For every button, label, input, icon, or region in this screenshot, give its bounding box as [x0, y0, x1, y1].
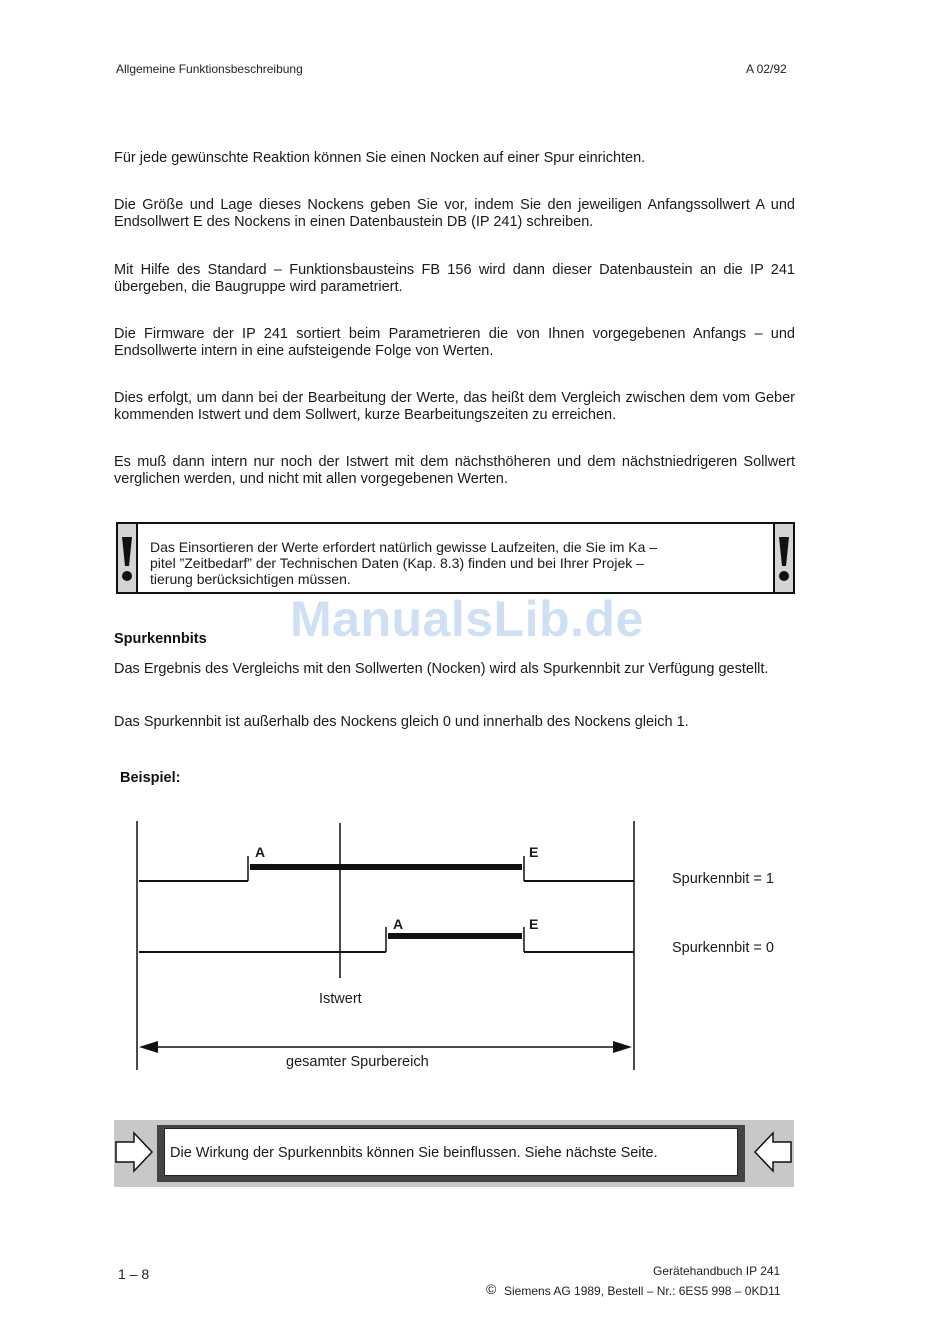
header-date: A 02/92: [746, 62, 787, 76]
paragraph-6: Es muß dann intern nur noch der Istwert mit dem nächsthöheren und dem nächstniedrigeren Sollwert verglichen werden, und nicht mit allen vorgegebenen Werten.: [114, 454, 795, 487]
track-1: [139, 856, 634, 881]
range-label: gesamter Spurbereich: [286, 1054, 429, 1070]
section-paragraph-2: Das Spurkennbit ist außerhalb des Nockens gleich 0 und innerhalb des Nockens gleich 1.: [114, 714, 689, 730]
paragraph-4: Die Firmware der IP 241 sortiert beim Parametrieren die von Ihnen vorgegebenen Anfangs – und Endsollwerte intern in eine aufsteigende Folge von Werten.: [114, 326, 795, 359]
track-2-end-label: E: [529, 916, 539, 932]
manual-title: Gerätehandbuch IP 241: [653, 1264, 781, 1278]
paragraph-2: Die Größe und Lage dieses Nockens geben Sie vor, indem Sie den jeweiligen Anfangssollwert A und Endsollwert E des Nockens in einen Datenbaustein DB (IP 241) schreiben.: [114, 197, 795, 230]
paragraph-3: Mit Hilfe des Standard – Funktionsbausteins FB 156 wird dann dieser Datenbaustein an die IP 241 übergeben, die Baugruppe wird parametriert.: [114, 262, 795, 295]
istwert-label: Istwert: [319, 991, 362, 1007]
page-number: 1 – 8: [118, 1266, 150, 1282]
info-text: Die Wirkung der Spurkennbits können Sie beinflussen. Siehe nächste Seite.: [164, 1128, 738, 1176]
arrow-icon: [114, 1131, 154, 1173]
track-1-start-label: A: [255, 844, 266, 860]
track-2-status: Spurkennbit = 0: [672, 940, 774, 956]
paragraph-1: Für jede gewünschte Reaktion können Sie einen Nocken auf einer Spur einrichten.: [114, 150, 646, 166]
note-line-1: Das Einsortieren der Werte erfordert natürlich gewisse Laufzeiten, die Sie im Ka –: [150, 539, 658, 555]
note-line-3: tierung berücksichtigen müssen.: [150, 571, 351, 587]
header-title: Allgemeine Funktionsbeschreibung: [116, 62, 303, 76]
track-1-status: Spurkennbit = 1: [672, 871, 774, 887]
copyright-text: Siemens AG 1989, Bestell – Nr.: 6ES5 998 – 0KD11: [504, 1284, 781, 1298]
section-paragraph-1: Das Ergebnis des Vergleichs mit den Sollwerten (Nocken) wird als Spurkennbit zur Verfügung gestellt.: [114, 661, 769, 677]
watermark: ManualsLib.de: [290, 591, 644, 647]
arrow-icon: [753, 1131, 793, 1173]
example-heading: Beispiel:: [120, 770, 181, 786]
copyright-symbol: ©: [486, 1281, 497, 1297]
track-2: [139, 927, 634, 952]
note-line-2: pitel ”Zeitbedarf” der Technischen Daten (Kap. 8.3) finden und bei Ihrer Projek –: [150, 555, 644, 571]
range-arrow: [139, 1041, 632, 1053]
track-2-start-label: A: [393, 916, 404, 932]
track-1-end-label: E: [529, 844, 539, 860]
paragraph-5: Dies erfolgt, um dann bei der Bearbeitung der Werte, das heißt dem Vergleich zwischen dem vom Geber kommenden Istwert und dem Sollwert, kurze Bearbeitungszeiten zu erreichen.: [114, 390, 795, 423]
section-heading: Spurkennbits: [114, 631, 207, 647]
